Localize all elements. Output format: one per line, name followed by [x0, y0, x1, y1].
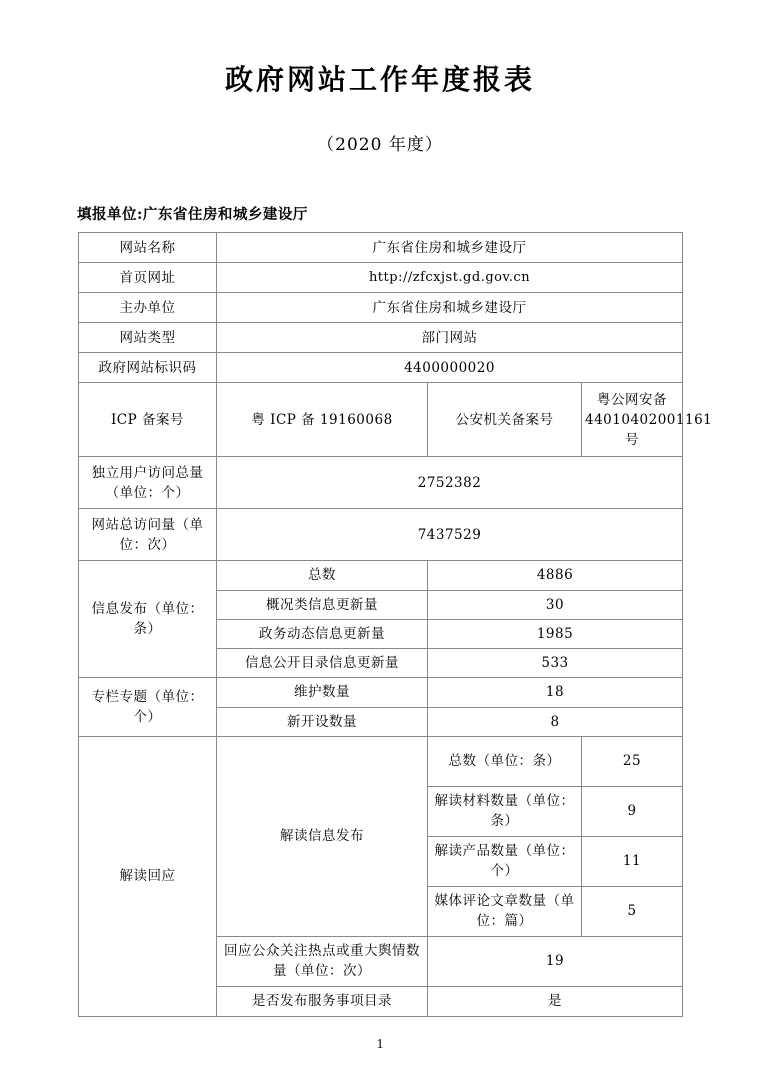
value-homepage-url: http://zfcxjst.gd.gov.cn — [217, 263, 683, 293]
name-info-release-0: 总数 — [217, 561, 428, 590]
table-row-site-type — [79, 323, 683, 353]
label-columns-topics: 专栏专题（单位：个） — [79, 678, 217, 737]
value-columns-topics-0: 18 — [428, 678, 683, 707]
page-subtitle: （2020 年度） — [317, 135, 443, 156]
table-row-site-id-code — [79, 353, 683, 383]
page-title: 政府网站工作年度报表 — [224, 63, 535, 96]
label-sponsor: 主办单位 — [79, 293, 217, 323]
table-row-total-visits — [79, 509, 683, 561]
value-interpretation-3: 5 — [582, 886, 683, 936]
value-icp: 粤 ICP 备 19160068 — [217, 383, 428, 457]
label-interpretation-release: 解读信息发布 — [217, 736, 428, 936]
name-interpretation-3: 媒体评论文章数量（单位：篇） — [428, 886, 582, 936]
name-columns-topics-0: 维护数量 — [217, 678, 428, 707]
label-total-visits: 网站总访问量（单位：次） — [79, 509, 217, 561]
table-row-icp — [79, 383, 683, 457]
table-row-site-name — [79, 233, 683, 263]
name-info-release-3: 信息公开目录信息更新量 — [217, 649, 428, 678]
reporting-unit — [0, 155, 760, 224]
value-unique-visitors: 2752382 — [217, 457, 683, 509]
value-info-release-3: 533 — [428, 649, 683, 678]
value-site-id-code: 4400000020 — [217, 353, 683, 383]
value-site-type: 部门网站 — [217, 323, 683, 353]
name-info-release-1: 概况类信息更新量 — [217, 590, 428, 619]
value-columns-topics-1: 8 — [428, 707, 683, 736]
label-unique-visitors: 独立用户访问总量（单位：个） — [79, 457, 217, 509]
label-homepage-url: 首页网址 — [79, 263, 217, 293]
reporting-unit-value: 广东省住房和城乡建设厅 — [142, 206, 308, 224]
label-interpretation-response: 解读回应 — [79, 736, 217, 1016]
value-service-catalog: 是 — [428, 986, 683, 1016]
value-hotspot-response: 19 — [428, 936, 683, 986]
reporting-unit-label: 填报单位: — [77, 206, 143, 224]
value-site-name: 广东省住房和城乡建设厅 — [217, 233, 683, 263]
report-table-container — [0, 224, 760, 1017]
value-interpretation-1: 9 — [582, 786, 683, 836]
value-total-visits: 7437529 — [217, 509, 683, 561]
name-columns-topics-1: 新开设数量 — [217, 707, 428, 736]
label-police-record: 公安机关备案号 — [428, 383, 582, 457]
table-row-sponsor — [79, 293, 683, 323]
table-row-homepage-url — [79, 263, 683, 293]
table-row-unique-visitors — [79, 457, 683, 509]
label-site-id-code: 政府网站标识码 — [79, 353, 217, 383]
value-info-release-1: 30 — [428, 590, 683, 619]
label-site-name: 网站名称 — [79, 233, 217, 263]
table-row-topics-maintained — [79, 678, 683, 707]
page-number: 1 — [376, 1037, 384, 1052]
name-hotspot-response: 回应公众关注热点或重大舆情数量（单位：次） — [217, 936, 428, 986]
value-police-record: 粤公网安备 44010402001161 号 — [582, 383, 683, 457]
name-interpretation-1: 解读材料数量（单位：条） — [428, 786, 582, 836]
name-interpretation-2: 解读产品数量（单位：个） — [428, 836, 582, 886]
table-row-info-release-total — [79, 561, 683, 590]
name-service-catalog: 是否发布服务事项目录 — [217, 986, 428, 1016]
value-interpretation-0: 25 — [582, 736, 683, 786]
value-interpretation-2: 11 — [582, 836, 683, 886]
name-info-release-2: 政务动态信息更新量 — [217, 619, 428, 648]
label-icp: ICP 备案号 — [79, 383, 217, 457]
name-interpretation-0: 总数（单位：条） — [428, 736, 582, 786]
value-info-release-2: 1985 — [428, 619, 683, 648]
table-row-interpretation-total — [79, 736, 683, 786]
annual-report-table — [78, 232, 713, 1017]
label-info-release: 信息发布（单位：条） — [79, 561, 217, 678]
value-info-release-0: 4886 — [428, 561, 683, 590]
label-site-type: 网站类型 — [79, 323, 217, 353]
value-sponsor: 广东省住房和城乡建设厅 — [217, 293, 683, 323]
